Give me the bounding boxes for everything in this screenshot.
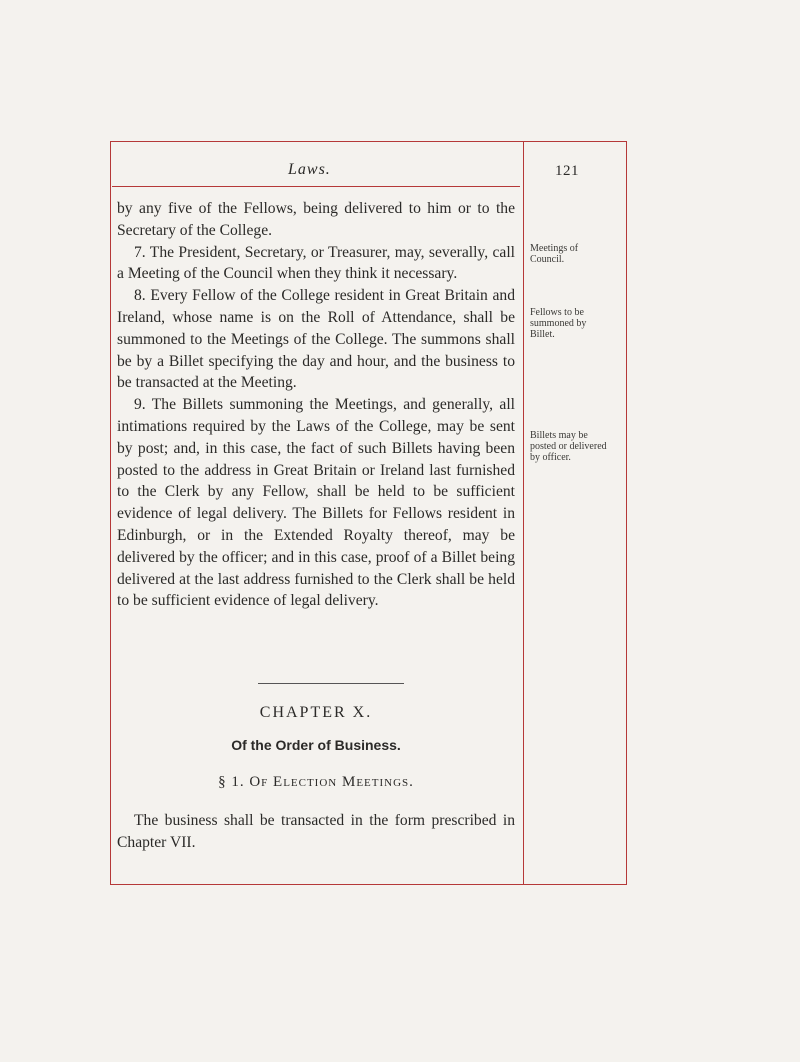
paragraph-law-9: 9. The Billets summoning the Meetings, and generally, all intimations required by the Laws of the College, may be sent by post; and, in this case, the fact of such Billets having been posted to the address in Great Britain or Ireland last furnished to the Clerk by any Fellow, shall be held to be sufficient evidence of legal delivery. The Billets for Fellows resident in Edinburgh, or in the Extended Royalty thereof, may be delivered by the officer; and in this case, proof of a Billet being delivered at the last address furnished to the Clerk shall be held to be sufficient evidence of legal delivery. (117, 396, 515, 610)
sidenote-billets-posted: Billets may be posted or delivered by officer. (530, 430, 607, 463)
header-rule (112, 186, 520, 187)
main-text (117, 198, 515, 612)
chapter-subtitle: Of the Order of Business. (231, 737, 401, 753)
paragraph-continuation: by any five of the Fellows, being delivered to him or to the Secretary of the College. (117, 200, 515, 239)
chapter-divider (258, 683, 404, 684)
paragraph-law-7: 7. The President, Secretary, or Treasurer, may, severally, call a Meeting of the Council when they think it necessary. (117, 243, 515, 283)
sidenote-fellows-summoned: Fellows to be summoned by Billet. (530, 307, 587, 340)
page-number: 121 (555, 163, 579, 179)
paragraph-chapter-x: The business shall be transacted in the form prescribed in Chapter VII. (117, 812, 515, 851)
chapter-title: CHAPTER X. (259, 704, 373, 721)
chapter-text (117, 810, 515, 854)
running-head: Laws. (288, 161, 331, 178)
sidenote-meetings-of-council: Meetings of Council. (530, 243, 579, 265)
section-heading: § 1. Of Election Meetings. (218, 774, 414, 790)
paragraph-law-8: 8. Every Fellow of the College resident in Great Britain and Ireland, whose name is on the Roll of Attendance, shall be summoned to the Meetings of the College. The summons shall be by a Billet specifying the day and hour, and the business to be transacted at the Meeting. (117, 287, 515, 392)
margin-rule (523, 141, 524, 885)
